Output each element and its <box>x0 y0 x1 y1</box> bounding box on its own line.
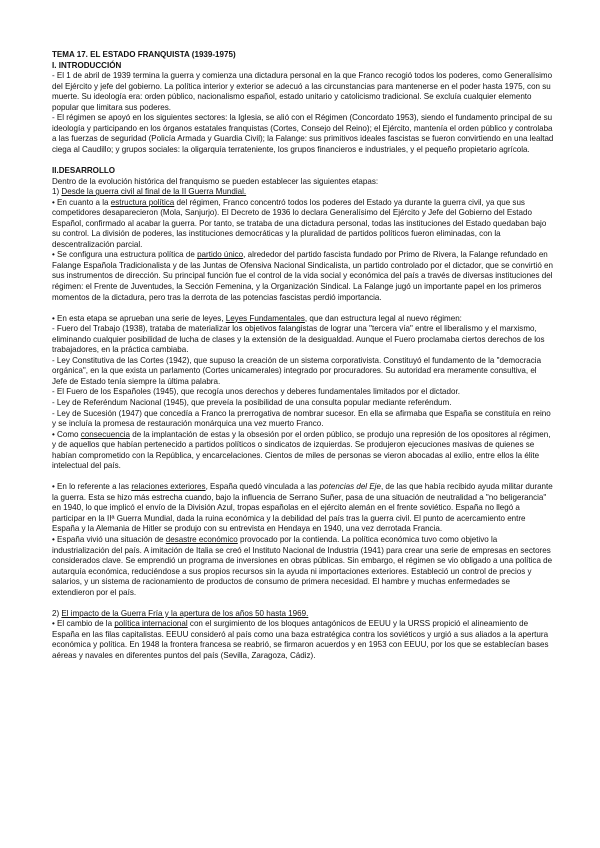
bullet-text: , de las que había recibido ayuda militar durante la guerra. Esta se hizo más estrecha cuando, bajo la influencia de Serrano Suñer, pasa de una situación de neutralidad a "no beligerancia" en 1940, lo que implicó el envío de la División Azul, tropas españolas en el ejército alemán en el frente soviético. España no llegó a participar en la IIª Guerra Mundial, dada la ruina económica y la debilidad del país tras la guerra civil. El punto de acercamiento entre España y la Alemania de Hitler se produjo con su entrevista en Hendaya en 1940, una vez derrotada Francia. <box>52 482 553 534</box>
document-title: TEMA 17. EL ESTADO FRANQUISTA (1939-1975) <box>52 50 236 59</box>
bullet-text: • En esta etapa se aprueban una serie de leyes, <box>52 313 226 323</box>
underlined-term: política internacional <box>114 619 188 629</box>
bullet-paragraph <box>52 198 554 251</box>
bullet-text: de la implantación de estas y la obsesión por el orden público, se produjo una represión de los opositores al régimen, y de aquellos que habían pertenecido a partidos políticos o sindicatos de izquierdas. Se produjeron ejecuciones masivas de quienes se habían comprometido con la República, y encarcelaciones. Cientos de miles de personas se vieron abocadas al exilio, entre ellos la élite intelectual del país. <box>52 429 551 471</box>
underlined-term: desastre económico <box>165 535 238 545</box>
stage-number: 2) <box>52 608 62 618</box>
stage-title: Desde la guerra civil al final de la II Guerra Mundial. <box>61 187 247 197</box>
law-item: - Fuero del Trabajo (1938), trataba de materializar los objetivos falangistas de lograr una "tercera vía" entre el liberalismo y el marxismo, eliminando cualquier posibilidad de lucha de clases y la extensión de la desigualdad. Aunque el Fuero proclamaba ciertos derechos de los trabajadores, en la práctica cambiaba. <box>52 324 545 355</box>
section-heading-introduccion: I. INTRODUCCIÓN <box>52 60 122 70</box>
spacer <box>52 155 554 166</box>
law-item: - Ley de Referéndum Nacional (1945), que preveía la posibilidad de una consulta popular mediante referéndum. <box>52 397 452 407</box>
bullet-text: , alrededor del partido fascista fundado por Primo de Rivera, la Falange refundado en Falange Española Tradicionalista y de las Juntas de Ofensiva Nacional Sindicalista, un partido controlado por el dictador, que se convirtió en sus instrumentos de dirección. Su principal función fue el control de la vida social y económica del país a través de diversas instituciones del régimen: el Frente de Juventudes, la Sección Femenina, y la Organización Sindical. La Falange jugó un importante papel en los primeros momentos de la dictadura, pero tras la derrota de las potencias fascistas perdió importancia. <box>52 250 553 302</box>
underlined-term: relaciones exteriores <box>131 482 206 492</box>
bullet-paragraph <box>52 619 554 661</box>
stage-title: El impacto de la Guerra Fría y la apertura de los años 50 hasta 1969. <box>61 608 309 618</box>
stage-number: 1) <box>52 187 62 197</box>
intro-paragraph: - El 1 de abril de 1939 termina la guerra y comienza una dictadura personal en la que Franco recogió todos los poderes, como Generalísimo del Ejército y jefe del gobierno. La política interior y exterior se adecuó a las circunstancias para mantenerse en el poder hasta 1975, con su muerte. Su ideología era: orden público, nacionalismo español, estado unitario y catolicismo tradicional. Se excluía cualquier elemento popular que limitara sus poderes. <box>52 71 553 112</box>
bullet-paragraph <box>52 535 554 598</box>
spacer <box>52 598 554 609</box>
section-heading-desarrollo: II.DESARROLLO <box>52 165 116 175</box>
bullet-text: provocado por la contienda. La política económica tuvo como objetivo la industrialización del país. A imitación de Italia se creó el Instituto Nacional de Industria (1941) para crear una serie de empresas en sectores considerados clave. Se emprendió un programa de inversiones en obras públicas. Sin embargo, el régimen se vio obligado a una política de autarquía económica, reduciéndose a sus propios recursos sin la ayuda ni importaciones exteriores. Estableció un control de precios y salarios, y un sistema de racionamiento de productos de consumo de primera necesidad. El hambre y muchas enfermedades se extendieron por el país. <box>52 535 553 597</box>
bullet-text: • En lo referente a las <box>52 482 132 492</box>
underlined-term: Leyes Fundamentales <box>225 313 305 323</box>
intro-paragraph: - El régimen se apoyó en los siguientes sectores: la Iglesia, se alió con el Régimen (Concordato 1953), siendo el fundamento principal de su ideología y participando en los órganos estatales franquistas (Cortes, Consejo del Reino); el Ejército, mantenía el orden público y controlaba a las fuerzas de seguridad (Policía Armada y Guardia Civil); la Falange: sus primitivos ideales fascistas se fueron convirtiendo en una lealtad ciega al Caudillo; y grupos sociales: la oligarquía terrateniente, los grupos financieros e industriales, y el pequeño propietario agrícola. <box>52 113 554 154</box>
bullet-paragraph <box>52 314 554 325</box>
desarrollo-intro: Dentro de la evolución histórica del franquismo se pueden establecer las siguientes etapas: <box>52 176 379 186</box>
law-item: - Ley Constitutiva de las Cortes (1942), que supuso la creación de un sistema corporativista. Constituyó el fundamento de la "democracia orgánica", en la que exista un parlamento (Cortes unicamerales) integrado por procuradores. Su autoridad era meramente consultiva, el Jefe de Estado tenía siempre la última palabra. <box>52 355 542 386</box>
bullet-text: • España vivió una situación de <box>52 535 166 545</box>
bullet-text: , España quedó vinculada a las <box>205 482 320 492</box>
bullet-paragraph <box>52 430 554 472</box>
bullet-text: • En cuanto a la <box>52 197 111 207</box>
bullet-text: del régimen, Franco concentró todos los poderes del Estado ya durante la guerra civil, ya que sus competidores desaparecieron (Mola, Sanjurjo). El Decreto de 1936 lo declara Generalísimo del Ejército y Jefe del Gobierno del Estado Español, confirmado al acabar la guerra. Por tanto, se trataba de una dictadura personal, todas las instituciones del Estado quedaban bajo su control. La división de poderes, las instituciones democráticas y la pluralidad de partidos políticos fueron eliminadas, con la descentralización parcial. <box>52 197 547 249</box>
law-item: - Ley de Sucesión (1947) que concedía a Franco la prerrogativa de nombrar sucesor. En ella se afirmaba que España se constituía en reino y se incluía la promesa de restauración monárquica una vez muerto Franco. <box>52 408 551 429</box>
bullet-text: • Se configura una estructura política de <box>52 250 198 260</box>
bullet-text: , que dan estructura legal al nuevo régimen: <box>304 313 462 323</box>
underlined-term: consecuencia <box>80 429 130 439</box>
stage-heading <box>52 609 554 620</box>
spacer <box>52 472 554 483</box>
underlined-term: estructura política <box>110 197 175 207</box>
italic-term: potencias del Eje <box>319 482 381 492</box>
bullet-text: • Como <box>52 429 81 439</box>
law-item: - El Fuero de los Españoles (1945), que recogía unos derechos y deberes fundamentales limitados por el dictador. <box>52 387 460 397</box>
stage-heading <box>52 187 554 198</box>
underlined-term: partido único <box>197 250 244 260</box>
bullet-paragraph <box>52 482 554 535</box>
bullet-paragraph <box>52 250 554 303</box>
spacer <box>52 303 554 314</box>
bullet-text: • El cambio de la <box>52 619 115 629</box>
bullet-text: con el surgimiento de los bloques antagónicos de EEUU y la URSS propició el alineamiento de España en las filas capitalistas. EEUU consideró al país como una baza estratégica contra los soviéticos y urgió a sus aliados a la apertura económica y política. En 1948 la frontera francesa se reabrió, se firmaron acuerdos y en 1953 con EEUU, por los que se establecían bases aéreas y navales en diferentes puntos del país (Sevilla, Zaragoza, Cádiz). <box>52 619 549 660</box>
